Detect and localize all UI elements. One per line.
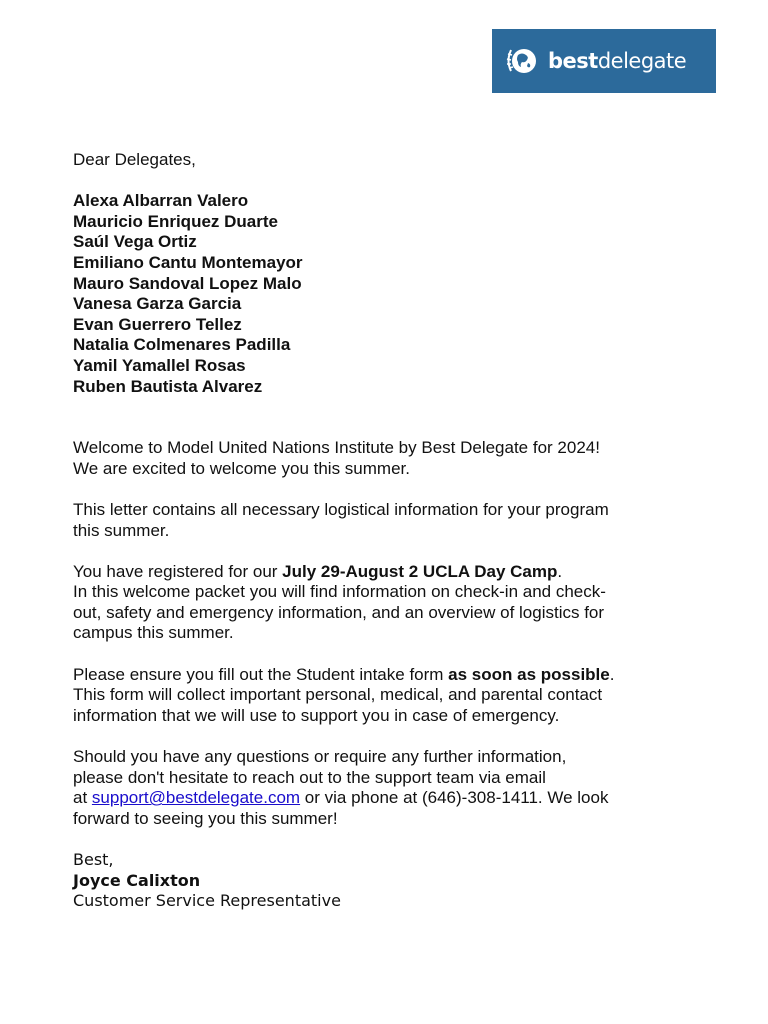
support-email-link[interactable]: support@bestdelegate.com bbox=[91, 788, 301, 808]
registration-prefix: You have registered for our bbox=[73, 561, 283, 581]
welcome-line: Welcome to Model United Nations Institute by Best Delegate for 2024! bbox=[73, 438, 600, 458]
questions-line bbox=[73, 788, 713, 809]
delegate-name: Mauricio Enriquez Duarte bbox=[73, 211, 278, 231]
packet-line: In this welcome packet you will find information on check-in and check- bbox=[73, 582, 606, 602]
logistics-line: This letter contains all necessary logistical information for your program bbox=[73, 499, 609, 519]
globe-laurel-icon bbox=[502, 41, 542, 81]
signer-title: Customer Service Representative bbox=[73, 891, 341, 911]
registration-paragraph bbox=[73, 562, 713, 644]
delegate-name: Natalia Colmenares Padilla bbox=[73, 335, 291, 355]
questions-line: Should you have any questions or require any further information, bbox=[73, 747, 567, 767]
intake-line bbox=[73, 665, 713, 686]
intake-suffix: . bbox=[609, 664, 615, 684]
questions-paragraph bbox=[73, 747, 713, 829]
logistics-paragraph bbox=[73, 500, 713, 541]
welcome-line: We are excited to welcome you this summer. bbox=[73, 458, 410, 478]
delegate-name: Mauro Sandoval Lopez Malo bbox=[73, 273, 302, 293]
registration-suffix: . bbox=[557, 561, 563, 581]
delegate-name: Ruben Bautista Alvarez bbox=[73, 376, 263, 396]
logistics-line: this summer. bbox=[73, 520, 170, 540]
packet-line: campus this summer. bbox=[73, 623, 234, 643]
signature-block bbox=[73, 850, 713, 912]
delegate-names-list bbox=[73, 191, 713, 397]
intake-line: information that we will use to support you in case of emergency. bbox=[73, 705, 560, 725]
questions-prefix: at bbox=[73, 788, 92, 808]
logo-wordmark: bestdelegate bbox=[548, 48, 687, 73]
delegate-name: Alexa Albarran Valero bbox=[73, 191, 249, 211]
signer-name: Joyce Calixton bbox=[73, 870, 201, 890]
letter-body bbox=[73, 150, 713, 912]
delegate-name: Saúl Vega Ortiz bbox=[73, 232, 197, 252]
greeting: Dear Delegates, bbox=[73, 150, 196, 169]
delegate-name: Emiliano Cantu Montemayor bbox=[73, 252, 303, 272]
registration-line bbox=[73, 562, 713, 583]
questions-suffix: or via phone at (646)-308-1411. We look bbox=[300, 788, 609, 808]
delegate-name: Evan Guerrero Tellez bbox=[73, 314, 242, 334]
best-delegate-logo bbox=[492, 29, 716, 93]
closing: Best, bbox=[73, 850, 114, 869]
camp-name: July 29-August 2 UCLA Day Camp bbox=[282, 561, 558, 581]
packet-line: out, safety and emergency information, and an overview of logistics for bbox=[73, 602, 605, 622]
welcome-paragraph bbox=[73, 438, 713, 479]
delegate-name: Vanesa Garza Garcia bbox=[73, 294, 242, 314]
questions-line: please don't hesitate to reach out to the support team via email bbox=[73, 767, 546, 787]
intake-emphasis: as soon as possible bbox=[448, 664, 610, 684]
delegate-name: Yamil Yamallel Rosas bbox=[73, 355, 246, 375]
intake-line: This form will collect important personal, medical, and parental contact bbox=[73, 685, 603, 705]
intake-paragraph bbox=[73, 665, 713, 727]
questions-line: forward to seeing you this summer! bbox=[73, 808, 338, 828]
intake-prefix: Please ensure you fill out the Student intake form bbox=[73, 664, 449, 684]
